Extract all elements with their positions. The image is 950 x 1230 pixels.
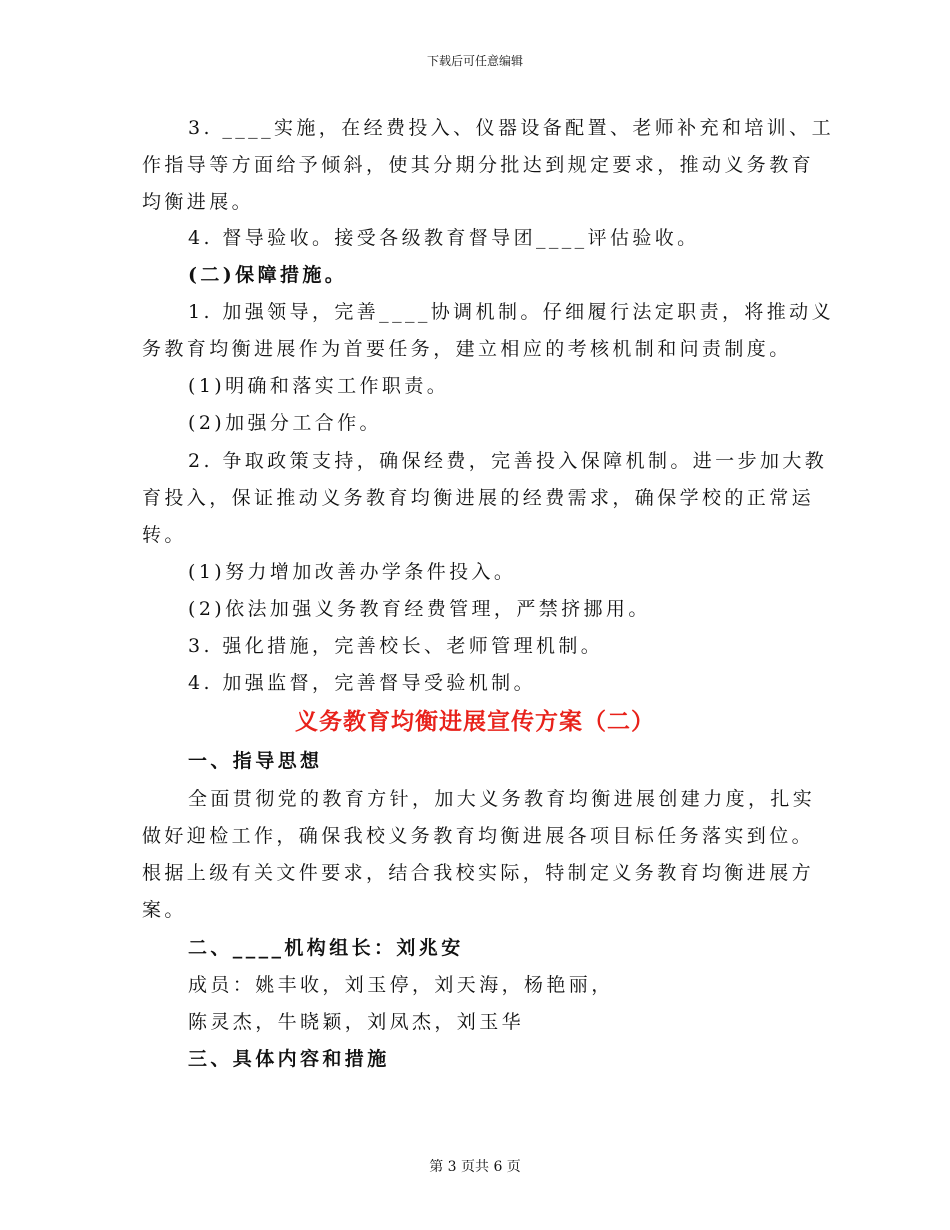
text-line: 案。	[142, 899, 187, 921]
section-title: 义务教育均衡进展宣传方案（二）	[295, 708, 655, 735]
text-line: (1)明确和落实工作职责。	[188, 375, 450, 397]
measure-1	[142, 294, 834, 368]
text-line: 转。	[142, 524, 187, 546]
heading-text: 一、指导思想	[188, 750, 323, 772]
subheading-safeguards	[142, 257, 802, 294]
text-line: 根据上级有关文件要求，结合我校实际，特制定义务教育均衡进展方	[142, 862, 815, 884]
text-line: 陈灵杰，牛晓颖，刘凤杰，刘玉华	[188, 1011, 525, 1033]
heading-organization	[142, 930, 802, 967]
text-line: 1. 加强领导，完善____协调机制。仔细履行法定职责，将推动义	[188, 301, 834, 323]
guiding-paragraph	[142, 781, 816, 929]
page-header: 下载后可任意编辑	[426, 54, 523, 68]
text-line: 4. 督导验收。接受各级教育督导团____评估验收。	[188, 227, 700, 249]
paragraph-item-4	[142, 220, 802, 257]
text-line: 育投入，保证推动义务教育均衡进展的经费需求，确保学校的正常运	[142, 487, 815, 509]
text-line: 作指导等方面给予倾斜，使其分期分批达到规定要求，推动义务教育	[142, 154, 815, 176]
measure-3	[142, 628, 802, 665]
measure-1a	[142, 368, 802, 405]
text-line: 3. ____实施，在经费投入、仪器设备配置、老师补充和培训、工	[188, 117, 834, 139]
text-line: 成员：姚丰收，刘玉停，刘天海，杨艳丽，	[188, 974, 614, 996]
heading-content-measures	[142, 1041, 802, 1078]
heading-guiding-ideology	[142, 743, 802, 780]
measure-4	[142, 665, 802, 702]
measure-2b	[142, 591, 802, 628]
text-line: 3. 强化措施，完善校长、老师管理机制。	[188, 635, 604, 657]
measure-2	[142, 443, 828, 554]
text-line: (1)努力增加改善办学条件投入。	[188, 561, 517, 583]
text-line: 均衡进展。	[142, 191, 255, 213]
text-line: (2)加强分工合作。	[188, 412, 382, 434]
text-line: 务教育均衡进展作为首要任务，建立相应的考核机制和问责制度。	[142, 338, 792, 360]
members-line-1	[142, 967, 802, 1004]
text-line: 做好迎检工作，确保我校义务教育均衡进展各项目标任务落实到位。	[142, 825, 815, 847]
paragraph-item-3	[142, 110, 834, 221]
heading-text: 二、____机构组长：刘兆安	[188, 937, 464, 959]
page-footer: 第 3 页共 6 页	[429, 1159, 521, 1175]
text-line: 2. 争取政策支持，确保经费，完善投入保障机制。进一步加大教	[188, 450, 828, 472]
members-line-2	[142, 1004, 802, 1041]
heading-text: 三、具体内容和措施	[188, 1048, 390, 1070]
measure-2a	[142, 554, 802, 591]
text-line: 4. 加强监督，完善督导受验机制。	[188, 672, 536, 694]
text-line: (2)依法加强义务教育经费管理，严禁挤挪用。	[188, 598, 651, 620]
measure-1b	[142, 405, 802, 442]
subheading-text: (二)保障措施。	[188, 264, 348, 286]
text-line: 全面贯彻党的教育方针，加大义务教育均衡进展创建力度，扎实	[188, 788, 816, 810]
